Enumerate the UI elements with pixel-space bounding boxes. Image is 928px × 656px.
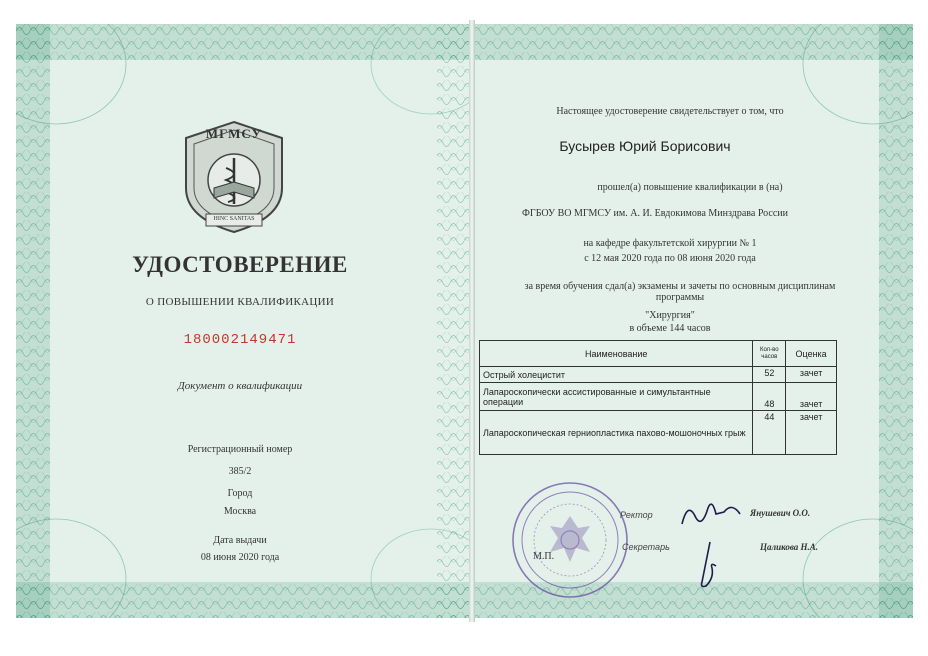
document-number: 180002149471: [183, 332, 297, 348]
subject-name: Лапароскопическая герниопластика пахово-мошоночных грыж: [480, 411, 753, 455]
study-period: с 12 мая 2020 года по 08 июня 2020 года: [584, 253, 756, 264]
emblem-motto: HINC SANITAS: [213, 216, 255, 222]
issue-date-value: 08 июня 2020 года: [200, 552, 280, 563]
table-row: [480, 411, 837, 455]
secretary-name: Цаликова Н.А.: [760, 542, 819, 552]
exams-text: за время обучения сдал(а) экзамены и зачеты по основным дисциплинам программы: [524, 281, 836, 303]
secretary-label: Секретарь: [622, 542, 670, 552]
subject-hours: 48: [753, 383, 786, 411]
recipient-name: Бусырев Юрий Борисович: [559, 138, 731, 154]
secretary-signature: [690, 538, 730, 592]
subjects-table: [479, 340, 837, 455]
emblem-top-text: МГМСУ: [205, 126, 263, 141]
issue-date-label: Дата выдачи: [213, 535, 267, 546]
subject-grade: зачет: [786, 411, 837, 455]
guilloche-border-left: [16, 24, 471, 618]
department: на кафедре факультетской хирургии № 1: [583, 238, 757, 249]
left-page: [16, 24, 471, 618]
table-row: [480, 383, 837, 411]
subject-name: Лапароскопически ассистированные и симультантные операции: [480, 383, 753, 411]
subject-grade: зачет: [786, 367, 837, 383]
rector-signature: [678, 494, 748, 530]
program-volume: в объеме 144 часов: [629, 323, 711, 334]
header-name: Наименование: [480, 341, 753, 367]
city-value: Москва: [223, 506, 257, 517]
stamp-label: М.П.: [533, 551, 555, 562]
header-hours: Кол-во часов: [753, 341, 786, 367]
table-row: [480, 367, 837, 383]
subject-hours: 44: [753, 411, 786, 455]
rector-label: Ректор: [620, 510, 653, 520]
document-type: Документ о квалификации: [177, 380, 303, 392]
document-title: УДОСТОВЕРЕНИЕ: [132, 252, 348, 277]
rector-name: Янушевич О.О.: [750, 508, 811, 518]
subject-grade: зачет: [786, 383, 837, 411]
official-stamp: [510, 480, 630, 600]
completed-text: прошел(а) повышение квалификации в (на): [597, 182, 783, 193]
document-subtitle: О ПОВЫШЕНИИ КВАЛИФИКАЦИИ: [145, 296, 335, 308]
registration-label: Регистрационный номер: [187, 444, 293, 455]
institution: ФГБОУ ВО МГМСУ им. А. И. Евдокимова Минздрава России: [522, 208, 788, 219]
city-label: Город: [227, 488, 253, 499]
intro-text: Настоящее удостоверение свидетельствует о том, что: [556, 106, 784, 117]
subject-hours: 52: [753, 367, 786, 383]
subject-name: Острый холецистит: [480, 367, 753, 383]
header-grade: Оценка: [786, 341, 837, 367]
page-fold: [469, 20, 475, 622]
registration-number: 385/2: [228, 466, 252, 477]
program-name: "Хирургия": [645, 310, 695, 321]
